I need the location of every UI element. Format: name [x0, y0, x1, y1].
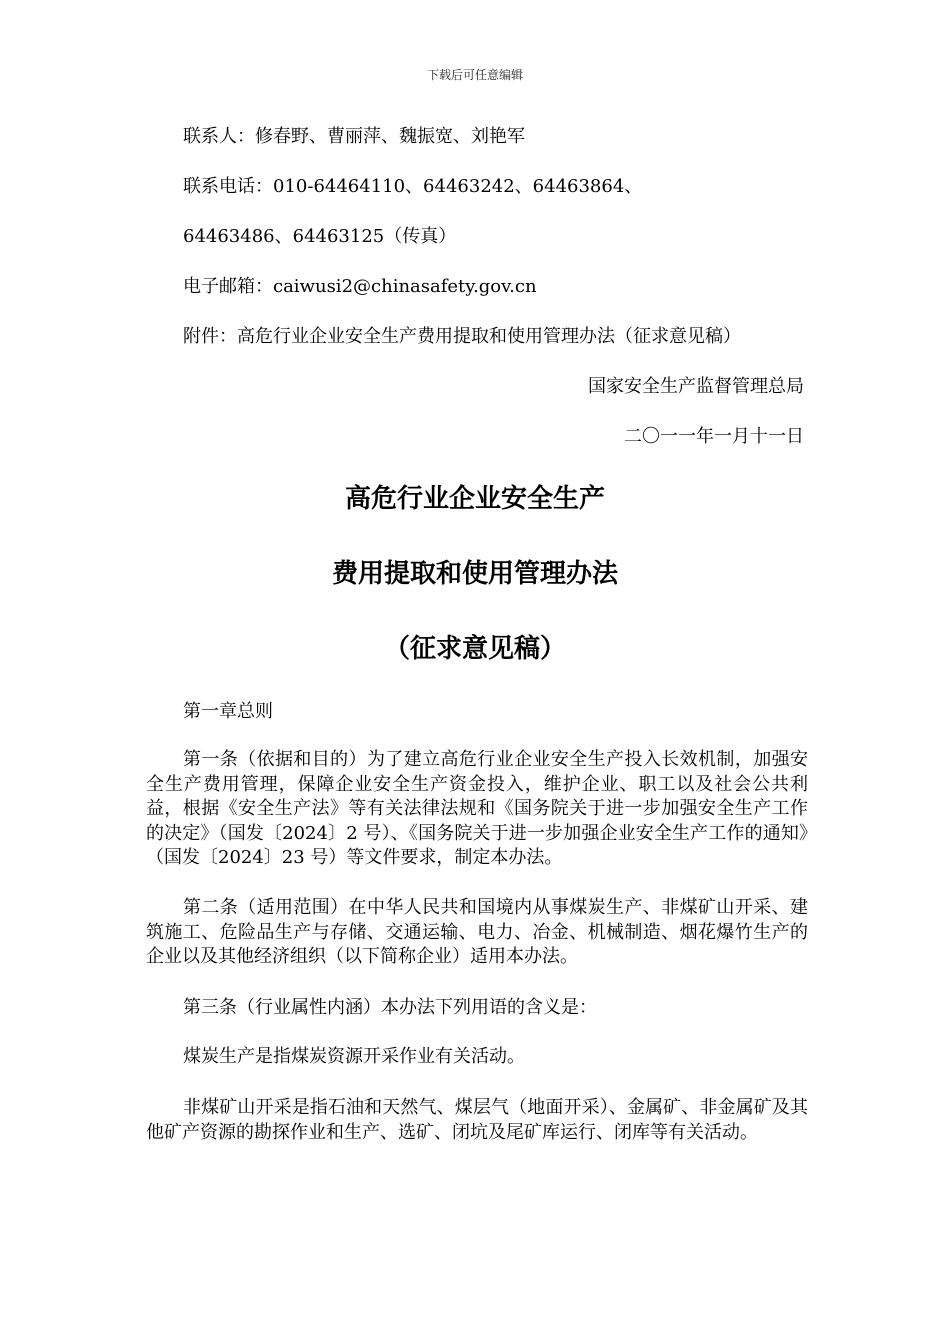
chapter-heading: 第一章总则 — [183, 701, 273, 722]
attachment-note: 附件：高危行业企业安全生产费用提取和使用管理办法（征求意见稿） — [183, 326, 741, 347]
article-1: 第一条（依据和目的）为了建立高危行业企业安全生产投入长效机制，加强安全生产费用管理，保障企业安全生产资金投入，维护企业、职工以及社会公共利益，根据《安全生产法》等有关法律法规和《国务院关于进一步加强安全生产工作的决定》（国发〔2024〕2 号）、《国务院关于进一步加强企业安全生产工作的通知》（国发〔2024〕23 号）等文件要求，制定本办法。 — [146, 749, 808, 868]
article-2: 第二条（适用范围）在中华人民共和国境内从事煤炭生产、非煤矿山开采、建筑施工、危险品生产与存储、交通运输、电力、冶金、机械制造、烟花爆竹生产的企业以及其他经济组织（以下简称企业）适用本办法。 — [146, 897, 808, 967]
doc-title-line2: 费用提取和使用管理办法 — [331, 559, 618, 589]
signature-org: 国家安全生产监督管理总局 — [588, 376, 804, 397]
definition-noncoal: 非煤矿山开采是指石油和天然气、煤层气（地面开采）、金属矿、非金属矿及其他矿产资源的勘探作业和生产、选矿、闭坑及尾矿库运行、闭库等有关活动。 — [146, 1097, 808, 1143]
signature-date: 二〇一一年一月十一日 — [624, 426, 804, 447]
contact-email: 电子邮箱：caiwusi2@chinasafety.gov.cn — [183, 276, 537, 297]
page-header: 下载后可任意编辑 — [426, 68, 523, 82]
contact-phone-continued: 64463486、64463125（传真） — [183, 226, 457, 247]
definition-coal: 煤炭生产是指煤炭资源开采作业有关活动。 — [183, 1046, 525, 1067]
contact-person: 联系人：修春野、曹丽萍、魏振宽、刘艳军 — [183, 126, 525, 147]
doc-title-line1: 高危行业企业安全生产 — [344, 484, 605, 514]
contact-phone: 联系电话：010-64464110、64463242、64463864、 — [183, 176, 643, 197]
doc-title-line3: （征求意见稿） — [383, 634, 566, 664]
article-3: 第三条（行业属性内涵）本办法下列用语的含义是： — [183, 997, 597, 1018]
